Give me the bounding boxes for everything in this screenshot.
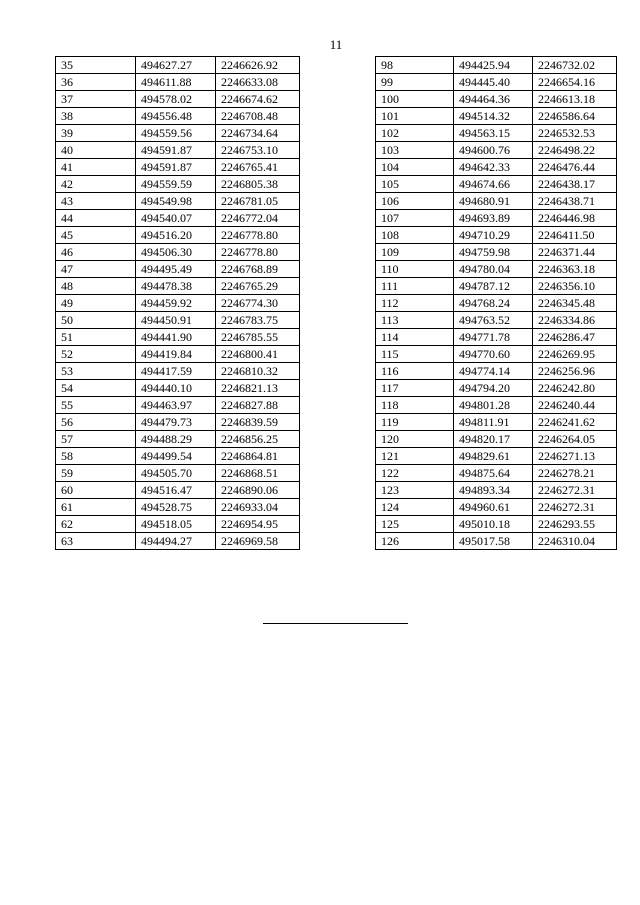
y-coordinate-cell: 2246674.62 — [216, 91, 300, 108]
x-coordinate-cell: 494787.12 — [454, 278, 533, 295]
x-coordinate-cell: 494693.89 — [454, 210, 533, 227]
point-number-cell: 58 — [56, 448, 136, 465]
table-row — [376, 125, 617, 142]
coordinates-table-left-body — [56, 57, 300, 550]
table-row — [56, 57, 300, 74]
y-coordinate-cell: 2246654.16 — [533, 74, 617, 91]
x-coordinate-cell: 494600.76 — [454, 142, 533, 159]
point-number-cell: 56 — [56, 414, 136, 431]
x-coordinate-cell: 495010.18 — [454, 516, 533, 533]
y-coordinate-cell: 2246356.10 — [533, 278, 617, 295]
table-row — [56, 431, 300, 448]
point-number-cell: 59 — [56, 465, 136, 482]
point-number-cell: 62 — [56, 516, 136, 533]
table-row — [376, 329, 617, 346]
x-coordinate-cell: 494556.48 — [136, 108, 216, 125]
point-number-cell: 114 — [376, 329, 454, 346]
x-coordinate-cell: 494960.61 — [454, 499, 533, 516]
table-row — [376, 448, 617, 465]
y-coordinate-cell: 2246765.29 — [216, 278, 300, 295]
y-coordinate-cell: 2246774.30 — [216, 295, 300, 312]
point-number-cell: 107 — [376, 210, 454, 227]
x-coordinate-cell: 494801.28 — [454, 397, 533, 414]
point-number-cell: 54 — [56, 380, 136, 397]
point-number-cell: 126 — [376, 533, 454, 550]
table-row — [56, 210, 300, 227]
x-coordinate-cell: 494505.70 — [136, 465, 216, 482]
point-number-cell: 121 — [376, 448, 454, 465]
table-row — [376, 142, 617, 159]
point-number-cell: 119 — [376, 414, 454, 431]
y-coordinate-cell: 2246411.50 — [533, 227, 617, 244]
table-row — [56, 278, 300, 295]
y-coordinate-cell: 2246839.59 — [216, 414, 300, 431]
table-row — [376, 312, 617, 329]
x-coordinate-cell: 494488.29 — [136, 431, 216, 448]
table-row — [56, 465, 300, 482]
point-number-cell: 53 — [56, 363, 136, 380]
table-row — [56, 516, 300, 533]
y-coordinate-cell: 2246765.41 — [216, 159, 300, 176]
table-row — [376, 516, 617, 533]
table-row — [376, 261, 617, 278]
page-number: 11 — [329, 37, 343, 52]
y-coordinate-cell: 2246856.25 — [216, 431, 300, 448]
x-coordinate-cell: 494774.14 — [454, 363, 533, 380]
y-coordinate-cell: 2246242.80 — [533, 380, 617, 397]
table-row — [376, 414, 617, 431]
table-row — [376, 74, 617, 91]
point-number-cell: 41 — [56, 159, 136, 176]
point-number-cell: 55 — [56, 397, 136, 414]
point-number-cell: 61 — [56, 499, 136, 516]
y-coordinate-cell: 2246293.55 — [533, 516, 617, 533]
point-number-cell: 123 — [376, 482, 454, 499]
table-row — [56, 329, 300, 346]
x-coordinate-cell: 494811.91 — [454, 414, 533, 431]
point-number-cell: 109 — [376, 244, 454, 261]
y-coordinate-cell: 2246805.38 — [216, 176, 300, 193]
y-coordinate-cell: 2246438.17 — [533, 176, 617, 193]
x-coordinate-cell: 494611.88 — [136, 74, 216, 91]
y-coordinate-cell: 2246586.64 — [533, 108, 617, 125]
point-number-cell: 42 — [56, 176, 136, 193]
y-coordinate-cell: 2246778.80 — [216, 227, 300, 244]
table-row — [56, 159, 300, 176]
x-coordinate-cell: 494759.98 — [454, 244, 533, 261]
table-row — [376, 176, 617, 193]
table-row — [376, 159, 617, 176]
point-number-cell: 46 — [56, 244, 136, 261]
table-row — [56, 108, 300, 125]
point-number-cell: 50 — [56, 312, 136, 329]
point-number-cell: 108 — [376, 227, 454, 244]
table-row — [56, 74, 300, 91]
table-row — [56, 176, 300, 193]
point-number-cell: 110 — [376, 261, 454, 278]
table-row — [376, 533, 617, 550]
point-number-cell: 57 — [56, 431, 136, 448]
y-coordinate-cell: 2246785.55 — [216, 329, 300, 346]
table-row — [376, 210, 617, 227]
x-coordinate-cell: 494440.10 — [136, 380, 216, 397]
y-coordinate-cell: 2246969.58 — [216, 533, 300, 550]
x-coordinate-cell: 494499.54 — [136, 448, 216, 465]
x-coordinate-cell: 494794.20 — [454, 380, 533, 397]
y-coordinate-cell: 2246778.80 — [216, 244, 300, 261]
point-number-cell: 43 — [56, 193, 136, 210]
point-number-cell: 63 — [56, 533, 136, 550]
x-coordinate-cell: 494875.64 — [454, 465, 533, 482]
y-coordinate-cell: 2246286.47 — [533, 329, 617, 346]
x-coordinate-cell: 494591.87 — [136, 159, 216, 176]
table-row — [376, 278, 617, 295]
x-coordinate-cell: 494674.66 — [454, 176, 533, 193]
point-number-cell: 52 — [56, 346, 136, 363]
y-coordinate-cell: 2246240.44 — [533, 397, 617, 414]
table-row — [376, 91, 617, 108]
y-coordinate-cell: 2246345.48 — [533, 295, 617, 312]
table-row — [376, 431, 617, 448]
point-number-cell: 102 — [376, 125, 454, 142]
point-number-cell: 99 — [376, 74, 454, 91]
x-coordinate-cell: 494627.27 — [136, 57, 216, 74]
x-coordinate-cell: 494479.73 — [136, 414, 216, 431]
y-coordinate-cell: 2246264.05 — [533, 431, 617, 448]
y-coordinate-cell: 2246256.96 — [533, 363, 617, 380]
point-number-cell: 44 — [56, 210, 136, 227]
table-row — [376, 363, 617, 380]
point-number-cell: 37 — [56, 91, 136, 108]
x-coordinate-cell: 494514.32 — [454, 108, 533, 125]
y-coordinate-cell: 2246868.51 — [216, 465, 300, 482]
y-coordinate-cell: 2246371.44 — [533, 244, 617, 261]
table-row — [56, 380, 300, 397]
table-row — [56, 295, 300, 312]
point-number-cell: 115 — [376, 346, 454, 363]
y-coordinate-cell: 2246438.71 — [533, 193, 617, 210]
y-coordinate-cell: 2246954.95 — [216, 516, 300, 533]
x-coordinate-cell: 494559.59 — [136, 176, 216, 193]
point-number-cell: 113 — [376, 312, 454, 329]
y-coordinate-cell: 2246613.18 — [533, 91, 617, 108]
table-row — [56, 499, 300, 516]
coordinates-table-left — [55, 56, 300, 550]
point-number-cell: 101 — [376, 108, 454, 125]
point-number-cell: 116 — [376, 363, 454, 380]
table-row — [56, 448, 300, 465]
x-coordinate-cell: 494417.59 — [136, 363, 216, 380]
point-number-cell: 122 — [376, 465, 454, 482]
coordinates-table-right-body — [376, 57, 617, 550]
point-number-cell: 40 — [56, 142, 136, 159]
x-coordinate-cell: 494820.17 — [454, 431, 533, 448]
x-coordinate-cell: 494445.40 — [454, 74, 533, 91]
point-number-cell: 45 — [56, 227, 136, 244]
x-coordinate-cell: 494642.33 — [454, 159, 533, 176]
table-row — [56, 142, 300, 159]
x-coordinate-cell: 494540.07 — [136, 210, 216, 227]
y-coordinate-cell: 2246821.13 — [216, 380, 300, 397]
y-coordinate-cell: 2246278.21 — [533, 465, 617, 482]
x-coordinate-cell: 494518.05 — [136, 516, 216, 533]
y-coordinate-cell: 2246498.22 — [533, 142, 617, 159]
footer-divider-line — [263, 623, 408, 624]
table-row — [56, 346, 300, 363]
point-number-cell: 100 — [376, 91, 454, 108]
x-coordinate-cell: 494425.94 — [454, 57, 533, 74]
table-row — [376, 397, 617, 414]
table-row — [56, 482, 300, 499]
table-row — [56, 363, 300, 380]
table-row — [56, 193, 300, 210]
x-coordinate-cell: 494578.02 — [136, 91, 216, 108]
y-coordinate-cell: 2246734.64 — [216, 125, 300, 142]
point-number-cell: 117 — [376, 380, 454, 397]
x-coordinate-cell: 494463.97 — [136, 397, 216, 414]
y-coordinate-cell: 2246800.41 — [216, 346, 300, 363]
table-row — [56, 312, 300, 329]
point-number-cell: 124 — [376, 499, 454, 516]
table-row — [56, 414, 300, 431]
x-coordinate-cell: 494478.38 — [136, 278, 216, 295]
x-coordinate-cell: 494768.24 — [454, 295, 533, 312]
point-number-cell: 105 — [376, 176, 454, 193]
point-number-cell: 39 — [56, 125, 136, 142]
point-number-cell: 104 — [376, 159, 454, 176]
table-row — [56, 227, 300, 244]
point-number-cell: 103 — [376, 142, 454, 159]
y-coordinate-cell: 2246633.08 — [216, 74, 300, 91]
table-row — [376, 244, 617, 261]
point-number-cell: 47 — [56, 261, 136, 278]
y-coordinate-cell: 2246810.32 — [216, 363, 300, 380]
x-coordinate-cell: 494591.87 — [136, 142, 216, 159]
point-number-cell: 111 — [376, 278, 454, 295]
table-row — [376, 227, 617, 244]
y-coordinate-cell: 2246708.48 — [216, 108, 300, 125]
point-number-cell: 36 — [56, 74, 136, 91]
y-coordinate-cell: 2246310.04 — [533, 533, 617, 550]
coordinates-table-right — [375, 56, 617, 550]
x-coordinate-cell: 494441.90 — [136, 329, 216, 346]
x-coordinate-cell: 494680.91 — [454, 193, 533, 210]
y-coordinate-cell: 2246933.04 — [216, 499, 300, 516]
x-coordinate-cell: 495017.58 — [454, 533, 533, 550]
point-number-cell: 49 — [56, 295, 136, 312]
table-row — [376, 295, 617, 312]
x-coordinate-cell: 494770.60 — [454, 346, 533, 363]
x-coordinate-cell: 494450.91 — [136, 312, 216, 329]
x-coordinate-cell: 494516.47 — [136, 482, 216, 499]
y-coordinate-cell: 2246269.95 — [533, 346, 617, 363]
x-coordinate-cell: 494710.29 — [454, 227, 533, 244]
x-coordinate-cell: 494494.27 — [136, 533, 216, 550]
y-coordinate-cell: 2246732.02 — [533, 57, 617, 74]
point-number-cell: 35 — [56, 57, 136, 74]
y-coordinate-cell: 2246272.31 — [533, 499, 617, 516]
table-row — [376, 57, 617, 74]
y-coordinate-cell: 2246446.98 — [533, 210, 617, 227]
y-coordinate-cell: 2246271.13 — [533, 448, 617, 465]
x-coordinate-cell: 494506.30 — [136, 244, 216, 261]
table-row — [376, 465, 617, 482]
point-number-cell: 38 — [56, 108, 136, 125]
table-row — [376, 108, 617, 125]
table-row — [376, 193, 617, 210]
table-row — [56, 261, 300, 278]
point-number-cell: 118 — [376, 397, 454, 414]
point-number-cell: 112 — [376, 295, 454, 312]
table-row — [376, 380, 617, 397]
y-coordinate-cell: 2246768.89 — [216, 261, 300, 278]
x-coordinate-cell: 494419.84 — [136, 346, 216, 363]
y-coordinate-cell: 2246272.31 — [533, 482, 617, 499]
x-coordinate-cell: 494528.75 — [136, 499, 216, 516]
y-coordinate-cell: 2246626.92 — [216, 57, 300, 74]
x-coordinate-cell: 494549.98 — [136, 193, 216, 210]
x-coordinate-cell: 494495.49 — [136, 261, 216, 278]
x-coordinate-cell: 494780.04 — [454, 261, 533, 278]
y-coordinate-cell: 2246890.06 — [216, 482, 300, 499]
y-coordinate-cell: 2246532.53 — [533, 125, 617, 142]
y-coordinate-cell: 2246783.75 — [216, 312, 300, 329]
table-row — [56, 244, 300, 261]
y-coordinate-cell: 2246864.81 — [216, 448, 300, 465]
table-row — [56, 125, 300, 142]
point-number-cell: 125 — [376, 516, 454, 533]
y-coordinate-cell: 2246772.04 — [216, 210, 300, 227]
x-coordinate-cell: 494464.36 — [454, 91, 533, 108]
table-row — [376, 482, 617, 499]
table-row — [376, 346, 617, 363]
x-coordinate-cell: 494563.15 — [454, 125, 533, 142]
x-coordinate-cell: 494516.20 — [136, 227, 216, 244]
y-coordinate-cell: 2246476.44 — [533, 159, 617, 176]
point-number-cell: 98 — [376, 57, 454, 74]
x-coordinate-cell: 494459.92 — [136, 295, 216, 312]
table-row — [56, 91, 300, 108]
x-coordinate-cell: 494829.61 — [454, 448, 533, 465]
table-row — [56, 533, 300, 550]
point-number-cell: 106 — [376, 193, 454, 210]
x-coordinate-cell: 494893.34 — [454, 482, 533, 499]
x-coordinate-cell: 494771.78 — [454, 329, 533, 346]
point-number-cell: 51 — [56, 329, 136, 346]
y-coordinate-cell: 2246827.88 — [216, 397, 300, 414]
y-coordinate-cell: 2246781.05 — [216, 193, 300, 210]
table-row — [376, 499, 617, 516]
y-coordinate-cell: 2246241.62 — [533, 414, 617, 431]
y-coordinate-cell: 2246753.10 — [216, 142, 300, 159]
y-coordinate-cell: 2246334.86 — [533, 312, 617, 329]
x-coordinate-cell: 494763.52 — [454, 312, 533, 329]
point-number-cell: 48 — [56, 278, 136, 295]
y-coordinate-cell: 2246363.18 — [533, 261, 617, 278]
x-coordinate-cell: 494559.56 — [136, 125, 216, 142]
point-number-cell: 120 — [376, 431, 454, 448]
table-row — [56, 397, 300, 414]
point-number-cell: 60 — [56, 482, 136, 499]
